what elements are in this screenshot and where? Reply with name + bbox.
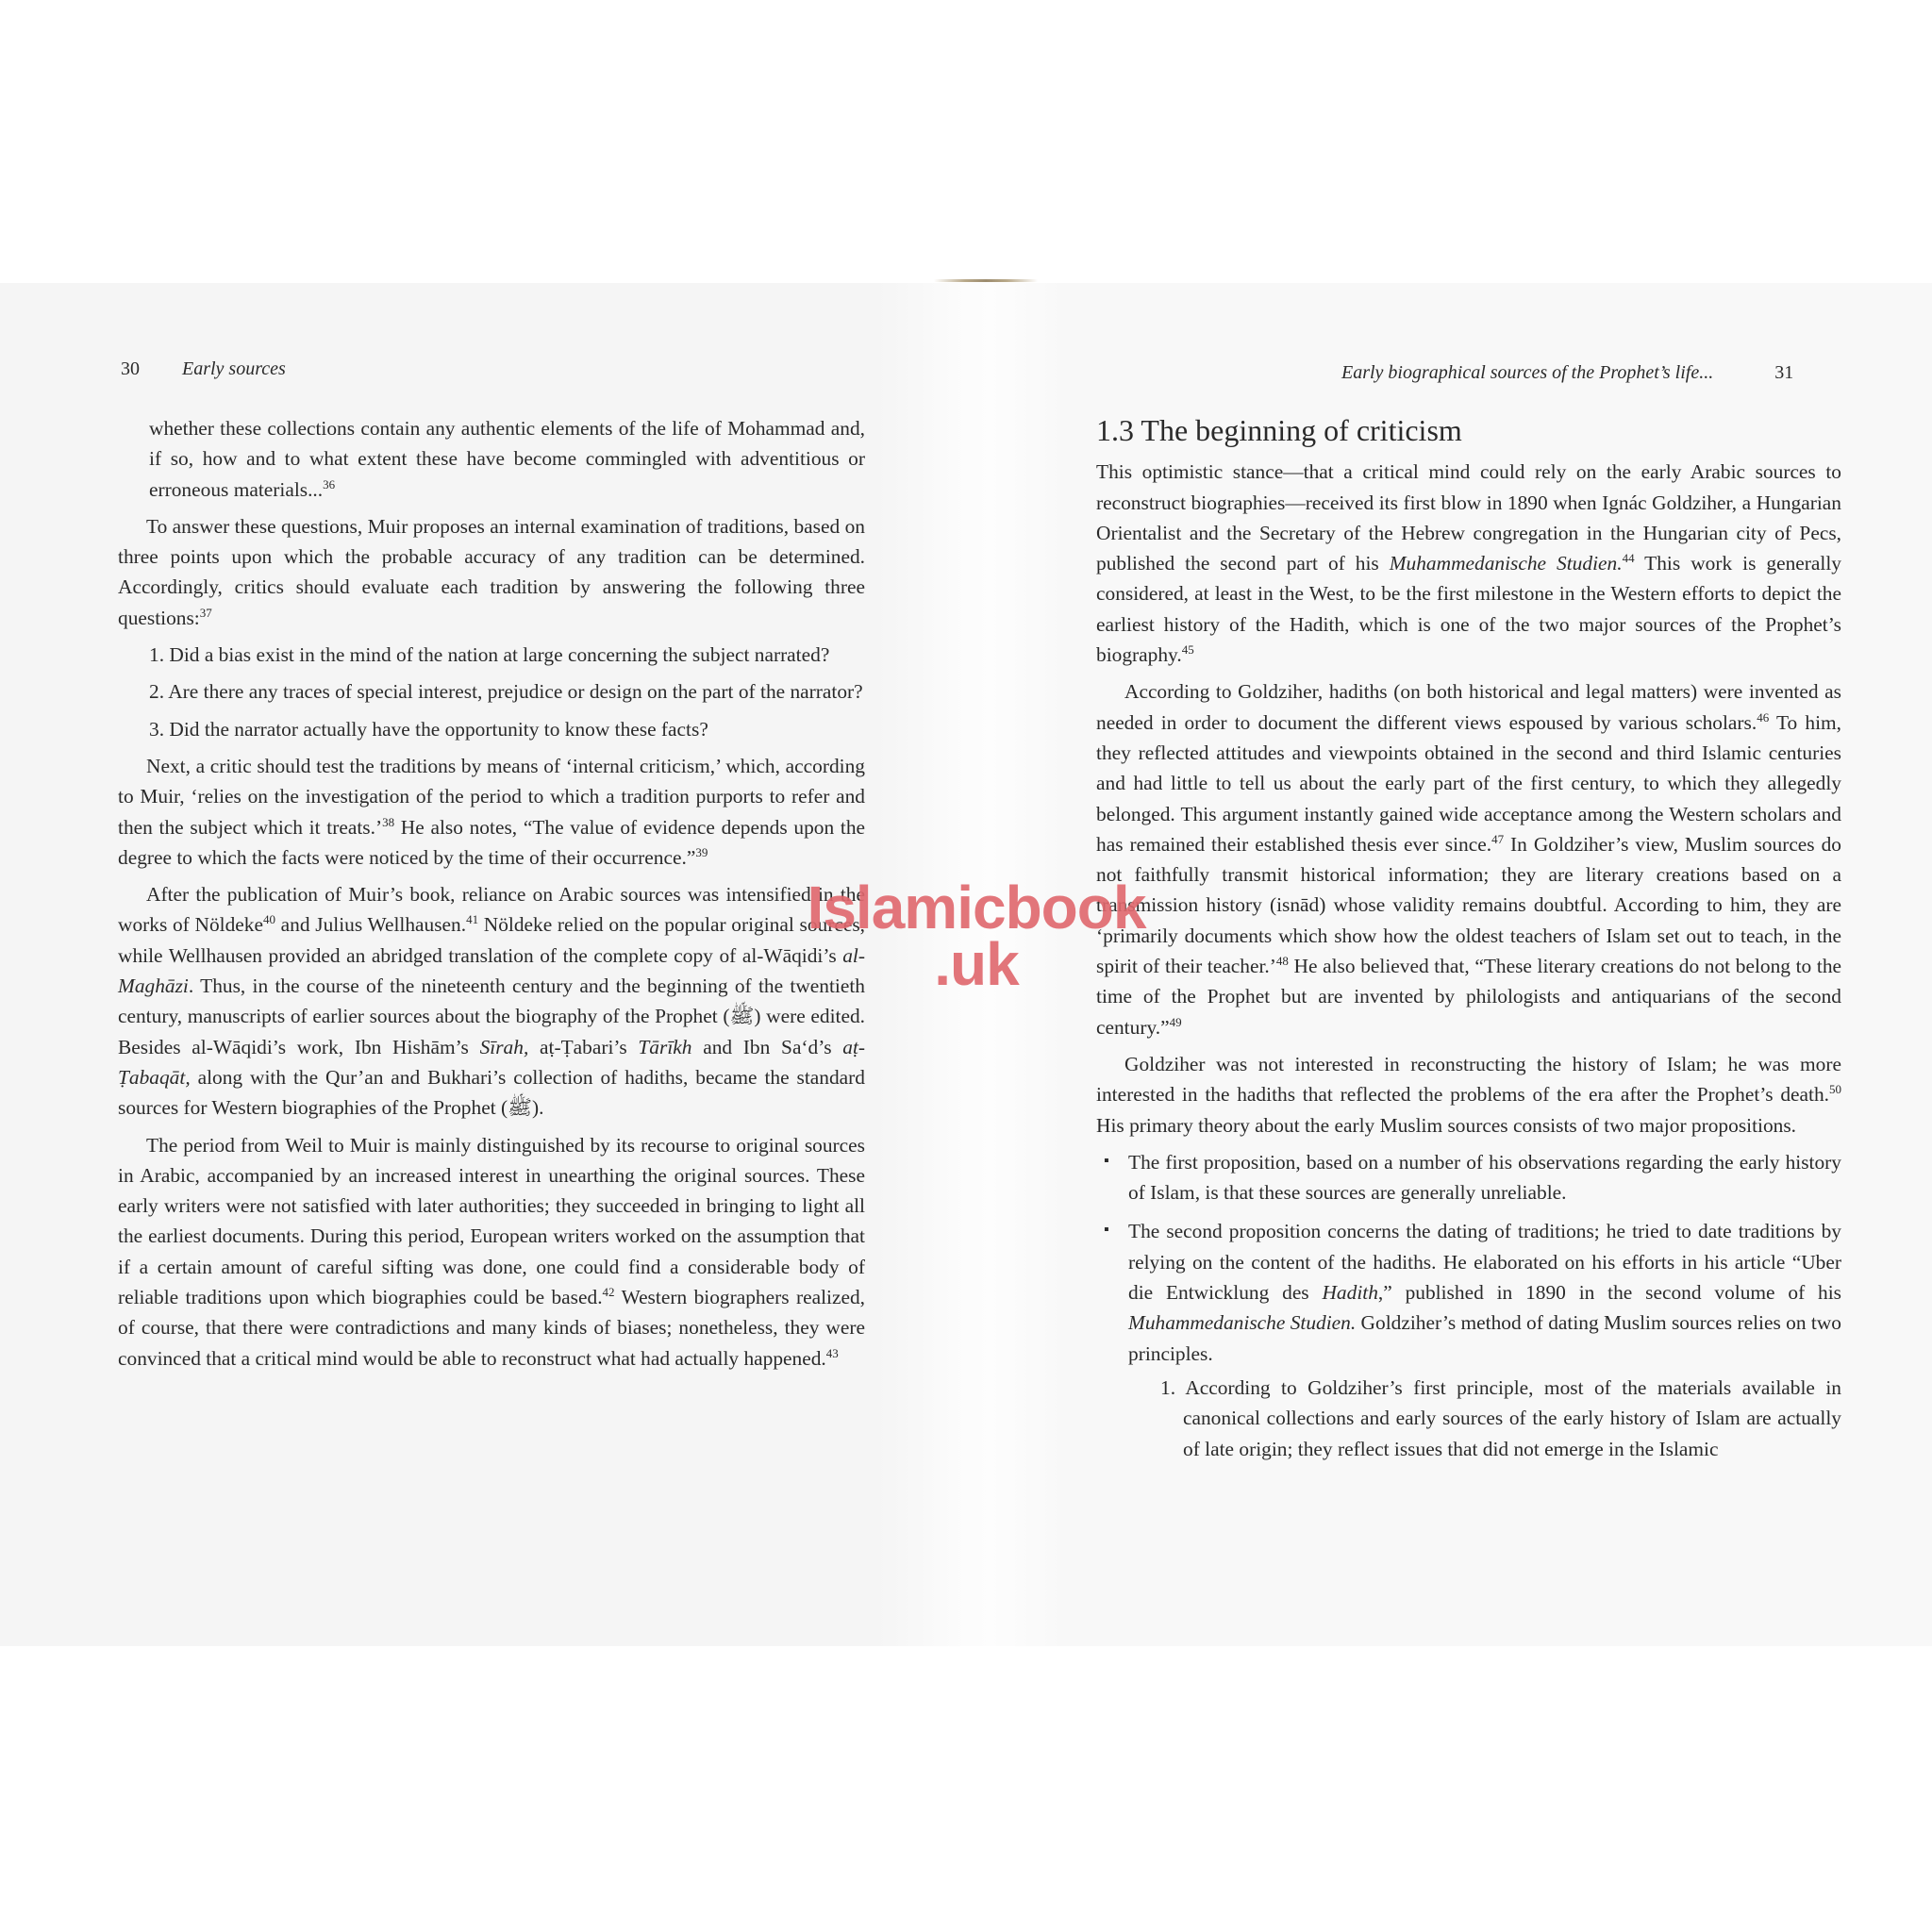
left-page-number: 30 xyxy=(121,358,140,379)
footnote-ref[interactable]: 48 xyxy=(1275,954,1289,969)
paragraph: Next, a critic should test the traditions by means of ‘internal criticism,’ which, according to Muir, ‘relies on the investigation of the period to which a tradition purports to refer and then the subject which it treats.’$^{38}$ He also notes, “The value of evidence depends upon the degree to which the facts were noticed by the time of their occurrence.”$^{39}$ xyxy=(118,754,866,869)
footnote-ref[interactable]: 47 xyxy=(1491,831,1505,846)
list-item: ▪ The second proposition concerns the dating of traditions; he tried to date traditions by relying on the content of the hadiths. He elaborated on his efforts in his article “Uber die Entwicklung des Hadith,” published in 1890 in the second volume of his Muhammedanische Studien. Goldziher’s method of dating Muslim sources relies on two principles. 1. According to Goldziher’s first principle, most of the materials available in canonical collections and early sources of the early history of Islam are actually of late origin; they reflect issues that did not emerge in the Islamic xyxy=(1096,1216,1841,1463)
list-item: 2. Are there any traces of special interest, prejudice or design on the part of the narrator? xyxy=(149,680,863,704)
paragraph: The period from Weil to Muir is mainly distinguished by its recourse to original sources in Arabic, accompanied by an increased interest in unearthing the original sources. These early writers were not satisfied with later authorities; they succeeded in bringing to light all the earliest documents. During this period, European writers worked on the assumption that if a certain amount of careful sifting was done, one could find a considerable body of reliable traditions upon which biographies could be based.$^{42}$ Western biographers realized, of course, that there were contradictions and many kinds of biases; nonetheless, they were convinced that a critical mind would be able to reconstruct what had actually happened.$^{43}$ xyxy=(118,1133,866,1370)
list-item: 1. Did a bias exist in the mind of the nation at large concerning the subject narrated? xyxy=(149,643,830,667)
list-item: 1. According to Goldziher’s first principle, most of the materials available in canonical collections and early sources of the early history of Islam are actually of late origin; they reflect issues that did not emerge in the Islamic xyxy=(1160,1375,1841,1460)
footnote-ref[interactable]: 44 xyxy=(1622,551,1635,566)
watermark-line-2: .uk xyxy=(934,930,1019,998)
footnote-ref[interactable]: 36 xyxy=(323,476,336,491)
right-text-block xyxy=(1096,415,1841,1473)
list-item: ▪ The first proposition, based on a number of his observations regarding the early history of Islam, is that these sources are generally unreliable. xyxy=(1096,1147,1841,1208)
footnote-ref[interactable]: 45 xyxy=(1181,642,1194,658)
footnote-ref[interactable]: 42 xyxy=(602,1285,615,1300)
right-running-head xyxy=(1341,362,1793,384)
list-item: 3. Did the narrator actually have the opportunity to know these facts? xyxy=(149,717,708,741)
principles-list xyxy=(1128,1373,1841,1464)
paragraph: This optimistic stance—that a critical mind could rely on the early Arabic sources to reconstruct biographies—received its first blow in 1890 when Ignác Goldziher, a Hungarian Orientalist and the Secretary of the Hebrew congregation in the Hungarian city of Pecs, published the second part of his Muhammedanische Studien.$^{44}$ This work is generally considered, at least in the West, to be the first milestone in the Western efforts to depict the earliest history of the Hadith, which is one of the two major sources of the Prophet’s biography.$^{45}$ xyxy=(1096,460,1841,667)
questions-list xyxy=(118,640,865,744)
bullet-icon: ▪ xyxy=(1104,1152,1109,1169)
bullet-icon: ▪ xyxy=(1104,1222,1109,1239)
footnote-ref[interactable]: 43 xyxy=(825,1345,839,1360)
left-text-block xyxy=(118,413,865,1380)
paragraph: According to Goldziher, hadiths (on both historical and legal matters) were invented as needed in order to document the different views espoused by various scholars.$^{46}$ To him, they reflected attitudes and viewpoints obtained in the second and third Islamic centuries and had little to tell us about the early part of the first century, to which they allegedly belonged. This argument instantly gained wide acceptance among the Western scholars and has remained their established thesis ever since.$^{47}$ In Goldziher’s view, Muslim sources do not faithfully transmit historical information; they are literary creations based on a transmission history (isnād) whose validity remains doubtful. According to him, they are ‘primarily documents which show how the oldest teachers of Islam set out to teach, in the spirit of their teacher.’$^{48}$ He also believed that, “These literary creations do not belong to the time of the Prophet but are invented by philologists and antiquarians of the second century.”$^{49}$ xyxy=(1096,680,1842,1039)
paragraph: After the publication of Muir’s book, reliance on Arabic sources was intensified in the works of Nöldeke$^{40}$ and Julius Wellhausen.$^{41}$ Nöldeke relied on the popular original sources, while Wellhausen provided an abridged translation of the complete copy of al-Wāqidi’s al-Maghāzi. Thus, in the course of the nineteenth century and the beginning of the twentieth century, manuscripts of earlier sources about the biography of the Prophet (ﷺ) were edited. Besides al-Wāqidi’s work, Ibn Hishām’s Sīrah, aṭ-Ṭabari’s Tārīkh and Ibn Sa‘d’s aṭ-Ṭabaqāt, along with the Qur’an and Bukhari’s collection of hadiths, became the standard sources for Western biographies of the Prophet (ﷺ). xyxy=(118,883,866,1120)
spine-mark xyxy=(934,279,1038,282)
right-running-title: Early biographical sources of the Prophet’s life... xyxy=(1341,362,1714,383)
footnote-ref[interactable]: 37 xyxy=(199,605,212,620)
section-heading: 1.3 The beginning of criticism xyxy=(1096,413,1462,447)
footnote-ref[interactable]: 41 xyxy=(466,912,479,927)
footnote-ref[interactable]: 39 xyxy=(695,844,708,859)
block-quote: whether these collections contain any authentic elements of the life of Mohammad and, if so, how and to what extent these have become commingled with adventitious or erroneous materials...$^{36}$ xyxy=(149,417,865,501)
footnote-ref[interactable]: 49 xyxy=(1169,1014,1182,1029)
paragraph: Goldziher was not interested in reconstructing the history of Islam; he was more interested in the hadiths that reflected the problems of the era after the Prophet’s death.$^{50}$ His primary theory about the early Muslim sources consists of two major propositions. xyxy=(1096,1052,1841,1137)
left-running-head xyxy=(121,358,286,380)
footnote-ref[interactable]: 46 xyxy=(1757,709,1770,724)
footnote-ref[interactable]: 40 xyxy=(262,912,275,927)
propositions-list xyxy=(1096,1147,1841,1464)
right-page-number: 31 xyxy=(1774,362,1794,383)
paragraph: To answer these questions, Muir proposes an internal examination of traditions, based on three points upon which the probable accuracy of any tradition can be determined. Accordingly, critics should evaluate each tradition by answering the following three questions:$^{37}$ xyxy=(118,514,865,629)
watermark-line-1: Islamicbook xyxy=(807,874,1146,941)
footnote-ref[interactable]: 50 xyxy=(1829,1082,1841,1097)
left-running-title: Early sources xyxy=(182,358,286,379)
watermark xyxy=(797,874,1156,998)
footnote-ref[interactable]: 38 xyxy=(382,814,395,829)
